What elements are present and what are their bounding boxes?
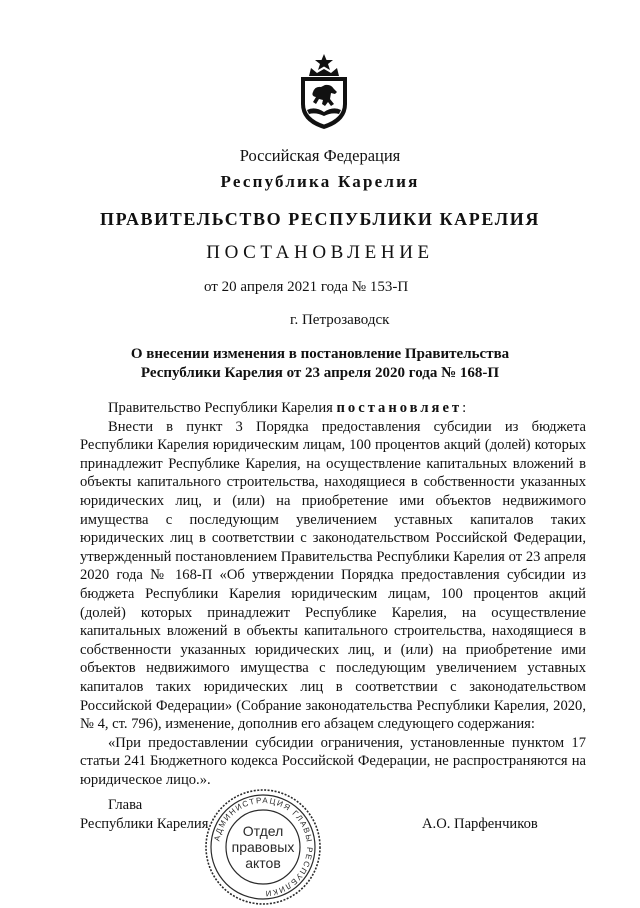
document-body [80, 399, 586, 789]
main-paragraph: Внести в пункт 3 Порядка предоставления субсидии из бюджета Республики Карелия юридическим лицам, 100 процентов акций (долей) которых принадлежит Республике Карелия, на осуществление капитальных вложений в объекты капитального строительства, находящиеся в собственности указанных юридических лиц, и (или) на приобретение ими объектов недвижимого имущества с последующим увеличением уставных капиталов таких юридических лиц в соответствии с законодательством Российской Федерации, утвержденный постановлением Правительства Республики Карелия от 23 апреля 2020 года № 168-П «Об утверждении Порядка предоставления субсидии из бюджета Республики Карелия юридическим лицам, 100 процентов акций (долей) которых принадлежит Республике Карелия, на осуществление капитальных вложений в объекты капитального строительства, находящиеся в собственности указанных юридических лиц, и (или) на приобретение ими объектов недвижимого имущества с последующим увеличением уставных капиталов таких юридических лиц в соответствии с законодательством Российской Федерации» (Собрание законодательства Республики Карелия, 2020, № 4, ст. 796), изменение, дополнив его абзацем следующего содержания: [80, 418, 586, 733]
stamp-line-2: правовых [231, 839, 295, 855]
intro-paragraph [80, 399, 586, 418]
country-name: Российская Федерация [239, 146, 401, 165]
document-title-line-2: Республики Карелия от 23 апреля 2020 года № 168-П [140, 365, 500, 381]
document-title [100, 345, 540, 383]
document-date-number: от 20 апреля 2021 года № 153-П [204, 279, 409, 295]
stamp-ring-text: АДМИНИСТРАЦИЯ ГЛАВЫ РЕСПУБЛИКИ [212, 795, 315, 899]
intro-text: Правительство Республики Карелия [108, 400, 337, 416]
document-title-line-1: О внесении изменения в постановление Правительства [130, 346, 510, 362]
karelia-coat-of-arms-icon [295, 52, 353, 130]
stamp-line-3: актов [245, 855, 281, 871]
signatory-role-line-1: Глава [108, 797, 143, 813]
stamp-line-1: Отдел [242, 823, 284, 839]
signatory-role-line-2: Республики Карелия [80, 816, 209, 832]
intro-emphasis: постановляет [336, 400, 463, 416]
intro-colon: : [462, 400, 467, 416]
document-city: г. Петрозаводск [290, 312, 390, 328]
document-type: ПОСТАНОВЛЕНИЕ [206, 242, 434, 263]
government-heading: ПРАВИТЕЛЬСТВО РЕСПУБЛИКИ КАРЕЛИЯ [100, 209, 540, 229]
amendment-paragraph: «При предоставлении субсидии ограничения, установленные пунктом 17 статьи 241 Бюджетного кодекса Российской Федерации, не распространяются на юридическое лицо.». [80, 734, 586, 788]
legal-department-stamp [202, 786, 324, 908]
signatory-name: А.О. Парфенчиков [422, 816, 538, 832]
republic-name: Республика Карелия [220, 172, 420, 191]
